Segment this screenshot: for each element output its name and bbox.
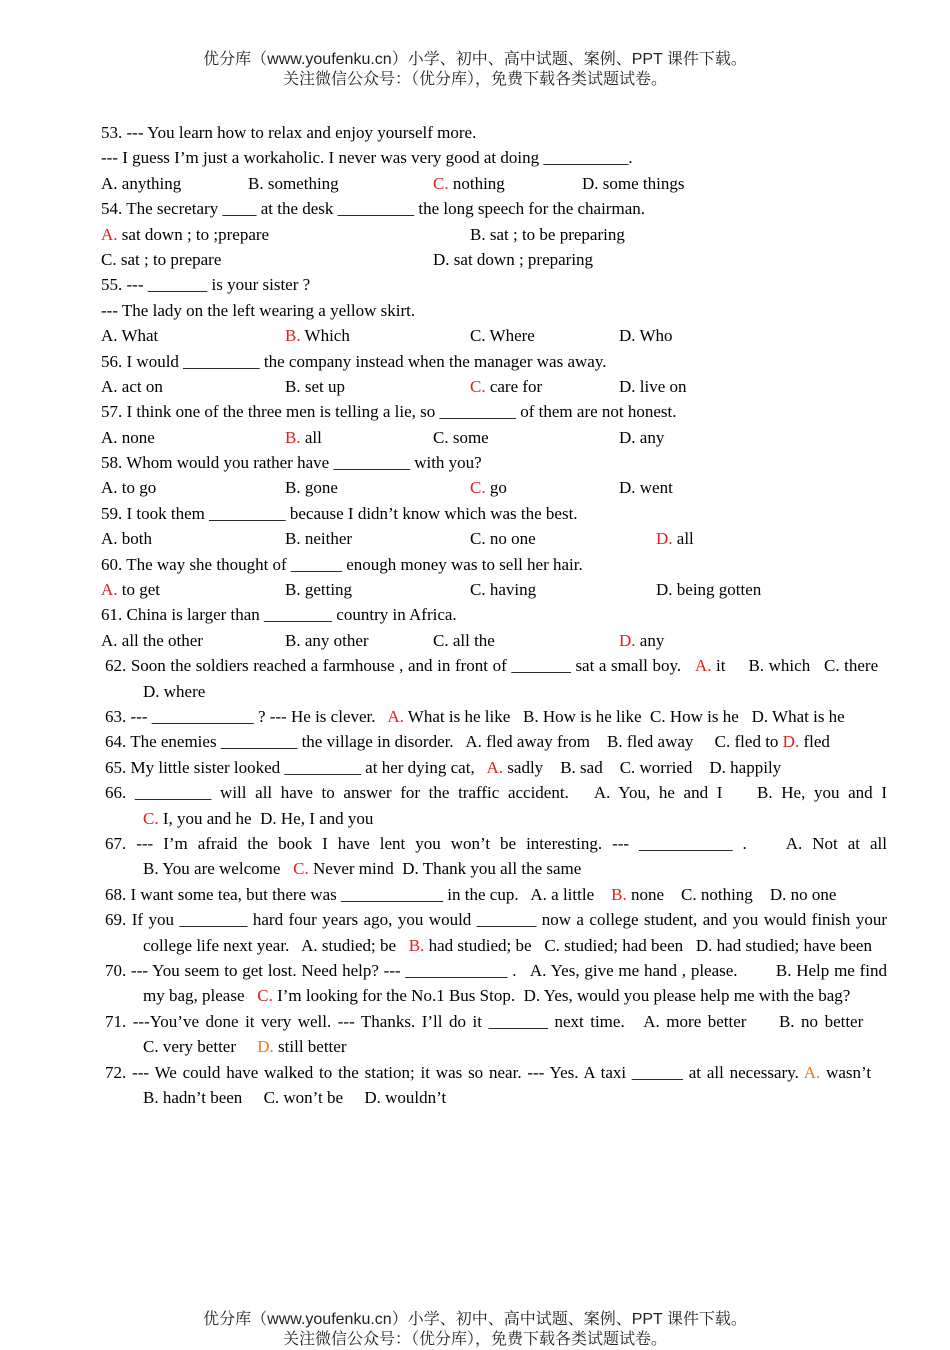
q61-option-b: B. any other [285, 630, 369, 650]
q54-option-d: D. sat down ; preparing [433, 249, 594, 269]
answer-marker: D. [619, 630, 636, 650]
q58-option-d: D. went [619, 478, 673, 498]
q62-option-d: D. where [143, 681, 206, 701]
q55-stem-2: --- The lady on the left wearing a yellow skirt. [101, 300, 416, 320]
header-site: www.youfenku.cn [267, 51, 392, 68]
q66-stem: 66. _________ will all have to answer for the traffic accident. [105, 783, 569, 803]
q59-option-d [656, 526, 694, 551]
q54-option-b: B. sat ; to be preparing [470, 224, 625, 244]
footer-end: 课件下载。 [662, 1311, 747, 1328]
q71-stem: 71. ---You’ve done it very well. --- Thanks. I’ll do it _______ next time. [105, 1011, 625, 1031]
header-ppt: PPT [631, 51, 663, 68]
answer-marker: B. [285, 427, 301, 447]
q70-option-d: D. Yes, would you please help me with the bag? [523, 986, 851, 1006]
q53-option-d: D. some things [582, 173, 685, 193]
q56-options [101, 374, 851, 399]
q53-stem-1: 53. --- You learn how to relax and enjoy yourself more. [101, 123, 477, 142]
q57-option-b [285, 425, 322, 450]
q65-option-d: D. happily [709, 757, 782, 777]
answer-marker: D. [656, 529, 673, 549]
q67-option-b: B. You are welcome [143, 859, 281, 879]
q55-options [101, 323, 851, 348]
q72 [105, 1060, 887, 1111]
header-suffix: ）小学、初中、高中试题、案例、 [391, 51, 632, 68]
q65 [105, 755, 887, 780]
q58-stem: 58. Whom would you rather have _________ with you? [101, 453, 482, 473]
q72-option-c: C. won’t be [263, 1088, 344, 1108]
answer-marker: C. [470, 478, 486, 498]
answer-marker: B. [285, 326, 301, 346]
q58-option-a: A. to go [101, 478, 157, 498]
q56-option-c-text: care for [485, 376, 543, 396]
q70-option-c: I’m looking for the No.1 Bus Stop. [272, 986, 516, 1006]
q69 [105, 907, 887, 958]
q61-option-d-text: any [635, 630, 665, 650]
q68-option-b: none [626, 884, 665, 904]
q54-options-1 [101, 222, 851, 247]
q62-option-b: B. which [748, 656, 811, 676]
q57-option-a: A. none [101, 427, 155, 447]
q62-option-c: C. there [823, 656, 879, 676]
q66-option-b: B. He, you and I [757, 783, 887, 803]
q71-option-a: A. more better [643, 1011, 747, 1031]
q63-option-b: B. How is he like [523, 707, 642, 727]
q72-stem: 72. --- We could have walked to the station; it was so near. --- Yes. A taxi ______ at all necessary. [105, 1062, 799, 1082]
header-line-1 [0, 50, 950, 70]
q61-options [101, 628, 851, 653]
q55-option-a: A. What [101, 326, 159, 346]
q55-option-d: D. Who [619, 326, 673, 346]
q70-option-b: B. Help me find my bag, please [143, 961, 888, 1006]
q61-stem: 61. China is larger than ________ country in Africa. [101, 605, 457, 625]
q58-option-c-text: go [485, 478, 507, 498]
answer-marker: C. [470, 376, 486, 396]
q71 [105, 1009, 887, 1060]
footer-site: www.youfenku.cn [267, 1311, 392, 1328]
footer-suffix: ）小学、初中、高中试题、案例、 [391, 1311, 632, 1328]
header-prefix: 优分库（ [203, 51, 268, 68]
q59-options [101, 526, 851, 551]
q55-option-b-text: Which [300, 326, 350, 346]
footer-ppt: PPT [631, 1311, 663, 1328]
q55-option-b [285, 323, 350, 348]
q72-option-a: wasn’t [820, 1062, 872, 1082]
q54-option-a [101, 222, 269, 247]
q60-options [101, 577, 851, 602]
footer-prefix: 优分库（ [203, 1311, 268, 1328]
q63-option-a: What is he like [403, 707, 511, 727]
q68-stem: 68. I want some tea, but there was ____________ in the cup. [105, 884, 519, 904]
q65-option-c: C. worried [619, 757, 693, 777]
q54-stem: 54. The secretary ____ at the desk _________ the long speech for the chairman. [101, 199, 645, 219]
q67-option-c: Never mind [308, 859, 394, 879]
answer-marker: C. [257, 986, 273, 1006]
q53-options [101, 171, 851, 196]
q59-option-a: A. both [101, 529, 152, 549]
q71-option-b: B. no better [778, 1011, 864, 1031]
q53-option-c-text: nothing [448, 173, 505, 193]
q55-stem-1: 55. --- _______ is your sister ? [101, 275, 311, 295]
q53-stem-2: --- I guess I’m just a workaholic. I never was very good at doing __________. [101, 148, 633, 168]
header-line-2: 关注微信公众号：（优分库），免费下载各类试题试卷。 [282, 71, 667, 88]
q63-option-c: C. How is he [650, 707, 739, 727]
q71-option-c: C. very better [143, 1037, 236, 1057]
q56-option-a: A. act on [101, 376, 163, 396]
q56-option-d: D. live on [619, 376, 687, 396]
q60-option-d: D. being gotten [656, 580, 762, 600]
answer-marker: D. [257, 1037, 274, 1057]
q53-option-c [433, 171, 505, 196]
q65-option-a: sadly [503, 757, 544, 777]
q56-stem: 56. I would _________ the company instead when the manager was away. [101, 351, 607, 371]
q54-option-c: C. sat ; to prepare [101, 249, 222, 269]
q62-stem: 62. Soon the soldiers reached a farmhouse , and in front of _______ sat a small boy. [105, 656, 682, 676]
q58-option-b: B. gone [285, 478, 338, 498]
q68-option-c: C. nothing [681, 884, 753, 904]
q69-option-a: A. studied; be [301, 935, 397, 955]
q57-options [101, 425, 851, 450]
q69-option-c: C. studied; had been [544, 935, 684, 955]
q60-option-a [101, 577, 160, 602]
q66-option-a: A. You, he and I [593, 783, 723, 803]
q72-option-d: D. wouldn’t [364, 1088, 447, 1108]
answer-marker: A. [486, 757, 504, 777]
answer-marker: B. [611, 884, 627, 904]
q68-option-d: D. no one [769, 884, 837, 904]
q63-option-d: D. What is he [751, 707, 845, 727]
q54-option-a-text: sat down ; to ;prepare [117, 224, 270, 244]
q64-option-d: fled [799, 732, 830, 752]
q60-option-c: C. having [470, 580, 537, 600]
q53-option-b: B. something [248, 173, 339, 193]
q60-option-b: B. getting [285, 580, 353, 600]
answer-marker: A. [387, 707, 404, 727]
q65-option-b: B. sad [560, 757, 603, 777]
q64-option-b: B. fled away [607, 732, 694, 752]
answer-marker: A. [101, 580, 118, 600]
q62-option-a: it [711, 656, 726, 676]
footer-line-1 [0, 1310, 950, 1330]
q70 [105, 958, 887, 1009]
q63-stem: 63. --- ____________ ? --- He is clever. [105, 707, 376, 727]
q69-stem: 69. If you ________ hard four years ago, you would _______ now a college student, and you would finish your college life next year. [105, 910, 887, 955]
q59-option-d-text: all [672, 529, 694, 549]
q69-option-d: D. had studied; have been [695, 935, 872, 955]
q55-option-c: C. Where [470, 326, 535, 346]
q62 [105, 653, 887, 704]
exercise-content [101, 120, 888, 1111]
answer-marker: C. [433, 173, 449, 193]
q70-stem: 70. --- You seem to get lost. Need help? --- ____________ . [105, 961, 517, 981]
q57-option-c: C. some [433, 427, 489, 447]
answer-marker: A. [694, 656, 712, 676]
answer-marker: B. [408, 935, 425, 955]
q58-option-c [470, 475, 507, 500]
q59-option-c: C. no one [470, 529, 536, 549]
q63 [105, 704, 887, 729]
q67 [105, 831, 887, 882]
answer-marker: A. [803, 1062, 821, 1082]
q61-option-d [619, 628, 664, 653]
q67-stem: 67. --- I’m afraid the book I have lent you won’t be interesting. --- ___________ . [105, 834, 747, 854]
header-end: 课件下载。 [662, 51, 747, 68]
q68-option-a: A. a little [530, 884, 595, 904]
answer-marker: D. [782, 732, 800, 752]
q67-option-d: D. Thank you all the same [402, 859, 582, 879]
page-footer [0, 1310, 950, 1350]
q60-stem: 60. The way she thought of ______ enough money was to sell her hair. [101, 554, 583, 574]
q64-option-a: A. fled away from [465, 732, 591, 752]
q53-option-a: A. anything [101, 173, 182, 193]
q58-options [101, 475, 851, 500]
q64-stem: 64. The enemies _________ the village in disorder. [105, 732, 454, 752]
q66-option-c: I, you and he [158, 808, 252, 828]
q71-option-d: still better [273, 1037, 347, 1057]
q57-option-b-text: all [300, 427, 322, 447]
q66 [105, 780, 887, 831]
answer-marker: C. [293, 859, 309, 879]
q66-option-d: D. He, I and you [260, 808, 374, 828]
q60-option-a-text: to get [117, 580, 161, 600]
q59-stem: 59. I took them _________ because I didn’t know which was the best. [101, 503, 578, 523]
q57-stem: 57. I think one of the three men is telling a lie, so _________ of them are not honest. [101, 402, 677, 422]
answer-marker: A. [101, 224, 118, 244]
answer-marker: C. [143, 808, 159, 828]
q59-option-b: B. neither [285, 529, 353, 549]
q54-options-2 [101, 247, 851, 272]
q68 [105, 882, 887, 907]
footer-line-2: 关注微信公众号：（优分库），免费下载各类试题试卷。 [282, 1331, 667, 1348]
page-header [0, 50, 950, 90]
q61-option-a: A. all the other [101, 630, 203, 650]
q65-stem: 65. My little sister looked _________ at her dying cat, [105, 757, 475, 777]
q64-option-c: C. fled to [714, 732, 779, 752]
q64 [105, 729, 887, 754]
q61-option-c: C. all the [433, 630, 495, 650]
q72-option-b: B. hadn’t been [143, 1088, 243, 1108]
q70-option-a: A. Yes, give me hand , please. [529, 961, 738, 981]
q67-option-a: A. Not at all [785, 834, 887, 854]
q56-option-b: B. set up [285, 376, 345, 396]
q56-option-c [470, 374, 542, 399]
q57-option-d: D. any [619, 427, 665, 447]
q69-option-b: had studied; be [424, 935, 532, 955]
